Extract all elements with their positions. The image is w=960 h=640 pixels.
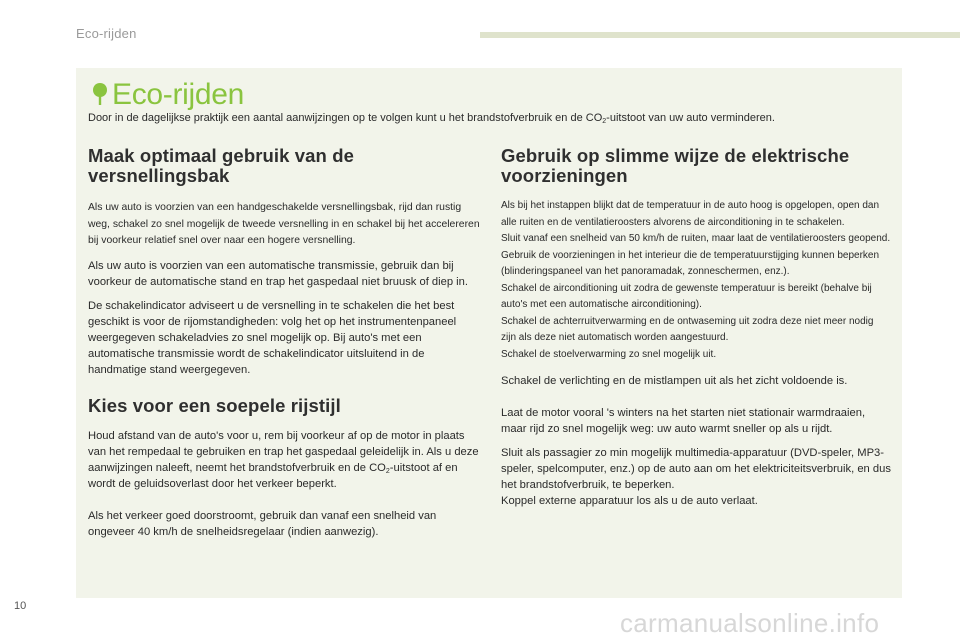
right-column	[501, 146, 891, 509]
electric-paragraph-2: Sluit vanaf een snelheid van 50 km/h de ruiten, maar laat de ventilatieroosters geopend.	[501, 233, 891, 244]
electric-paragraph-6: Schakel de stoelverwarming zo snel mogelijk uit.	[501, 348, 717, 360]
tree-icon	[92, 83, 108, 105]
electric-paragraph-9: Sluit als passagier zo min mogelijk multimedia-apparatuur (DVD-speler, MP3-speler, spelcomputer, enz.) op de auto aan om het elektriciteitsverbruik, en dus het brandstofverbruik, te beperken.	[501, 447, 891, 491]
page-number: 10	[14, 600, 27, 612]
intro-text: Door in de dagelijkse praktijk een aantal aanwijzingen op te volgen kunt u het brandstofverbruik en de $CO_2$-uitstoot van uw auto verminderen.	[88, 112, 775, 125]
section-title-driving: Kies voor een soepele rijstijl	[88, 394, 341, 416]
gearbox-paragraph-2: Als uw auto is voorzien van een automatische transmissie, gebruik dan bij voorkeur de automatische stand en trap het gaspedaal niet bruusk of diep in.	[88, 259, 468, 288]
content-panel	[76, 68, 902, 598]
driving-paragraph-2: Als het verkeer goed doorstroomt, gebruik dan vanaf een snelheid van ongeveer 40 km/h de snelheidsregelaar (indien aanwezig).	[88, 509, 437, 538]
electric-paragraph-7: Schakel de verlichting en de mistlampen uit als het zicht voldoende is.	[501, 375, 848, 387]
gearbox-paragraph-3: De schakelindicator adviseert u de versnelling in te schakelen die het best geschikt is voor de rijomstandigheden: volg het op het instrumentenpaneel weergegeven schakeladvies zo snel mogelijk op. Bij auto's met een automatische transmissie wordt de schakelindicator uitsluitend in de handmatige stand weergegeven.	[88, 299, 457, 376]
electric-paragraph-10: Koppel externe apparatuur los als u de auto verlaat.	[501, 495, 758, 507]
watermark: carmanualsonline.info	[620, 608, 880, 638]
section-title-electric: Gebruik op slimme wijze de elektrische voorzieningen	[501, 145, 850, 186]
electric-paragraph-4: Schakel de airconditioning uit zodra de gewenste temperatuur is bereikt (behalve bij auto's met een automatische airconditioning).	[501, 282, 872, 310]
electric-paragraph-1: Als bij het instappen blijkt dat de temperatuur in de auto hoog is opgelopen, open dan alle ruiten en de ventilatieroosters alvorens de airconditioning in te schakelen.	[501, 200, 880, 228]
electric-paragraph-3: Gebruik de voorzieningen in het interieur die de temperatuurstijging kunnen beperken (blinderingspaneel van het panoramadak, zonneschermen, enz.).	[501, 249, 880, 277]
section-title-gearbox: Maak optimaal gebruik van de versnellingsbak	[88, 145, 354, 186]
left-column	[88, 146, 480, 540]
electric-paragraph-5: Schakel de achterruitverwarming en de ontwaseming uit zodra deze niet meer nodig zijn als deze niet automatisch worden aangestuurd.	[501, 315, 874, 343]
page-title: Eco-rijden	[112, 78, 245, 111]
header-title: Eco-rijden	[76, 26, 137, 41]
header-bar	[480, 32, 960, 38]
electric-paragraph-8: Laat de motor vooral 's winters na het starten niet stationair warmdraaien, maar rijd zo snel mogelijk weg: uw auto warmt sneller op als u rijdt.	[501, 407, 866, 435]
gearbox-paragraph-1: Als uw auto is voorzien van een handgeschakelde versnellingsbak, rijd dan rustig weg, schakel zo snel mogelijk de tweede versnelling in en schakel bij het accelereren bij voorkeur relatief snel over naar een hogere versnelling.	[88, 202, 480, 246]
driving-paragraph-1: Houd afstand van de auto's voor u, rem bij voorkeur af op de motor in plaats van het rempedaal te gebruiken en trap het gaspedaal geleidelijk in. Als u deze aanwijzingen naleeft, neemt het brandstofverbruik en de $CO_2$-uitstoot af en wordt de geluidsoverlast door het verkeer beperkt.	[88, 429, 479, 490]
